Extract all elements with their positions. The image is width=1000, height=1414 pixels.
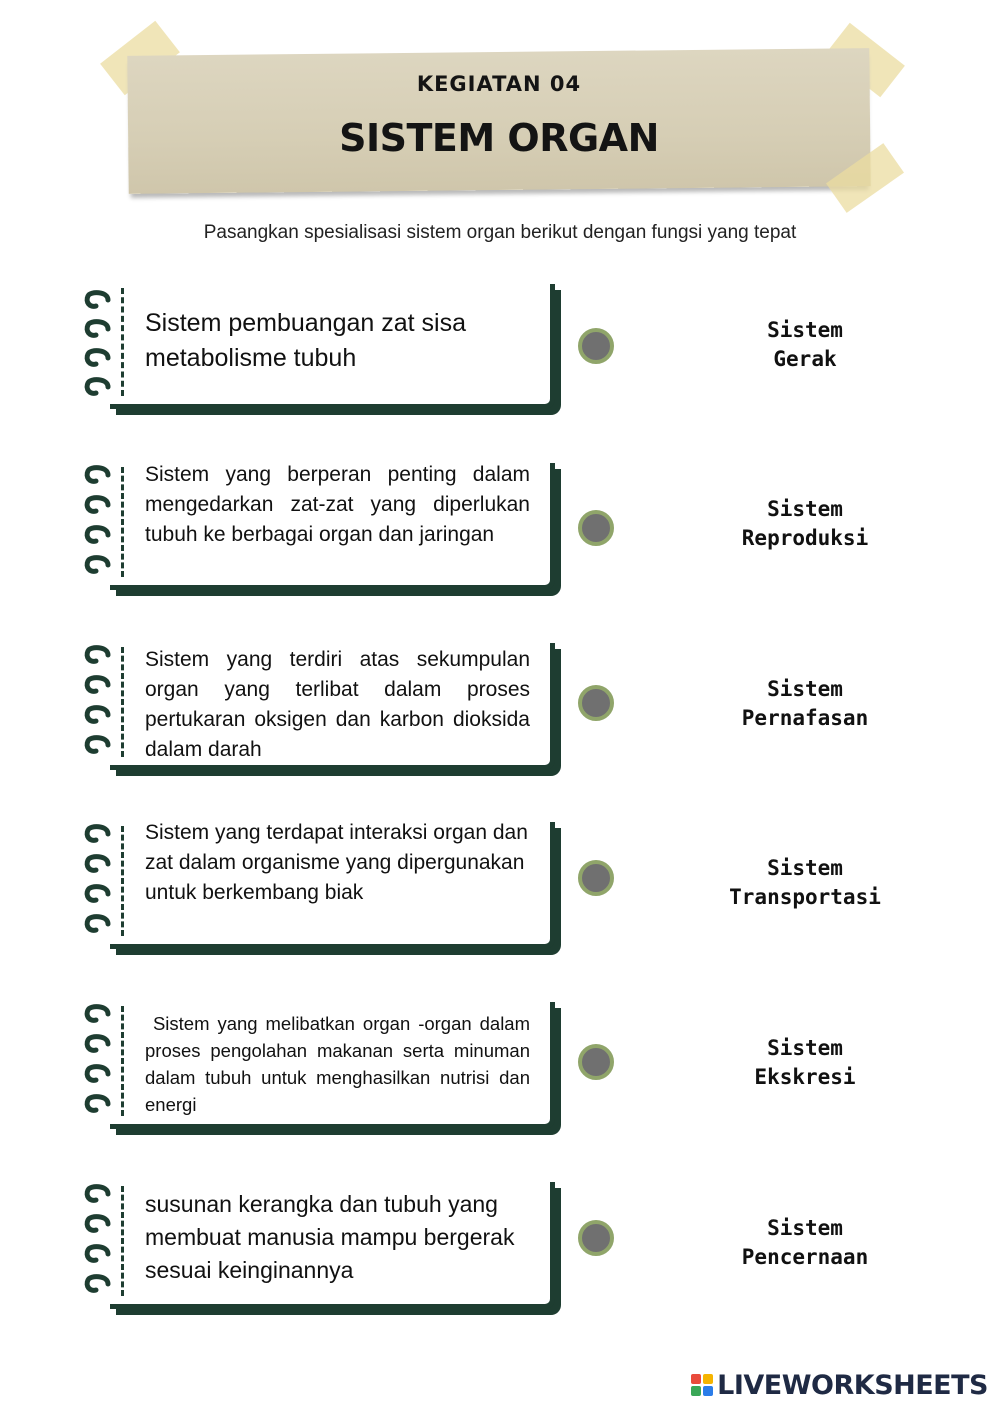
ring-icon [82, 1242, 112, 1266]
description-card [110, 463, 555, 590]
dashed-divider [121, 1186, 124, 1296]
match-dot[interactable] [578, 685, 614, 721]
dashed-divider [121, 288, 124, 396]
ring-icon [82, 1212, 112, 1236]
logo-square-icon [703, 1386, 713, 1396]
ring-icon [82, 317, 112, 341]
description-card [110, 1002, 555, 1129]
spiral-binding [82, 1002, 122, 1126]
ring-icon [82, 703, 112, 727]
ring-icon [82, 1092, 112, 1116]
activity-label: KEGIATAN 04 [416, 72, 582, 96]
ring-icon [82, 1002, 112, 1026]
liveworksheets-logo [691, 1368, 988, 1402]
ring-icon [82, 852, 112, 876]
ring-icon [82, 882, 112, 906]
spiral-binding [82, 463, 122, 587]
ring-icon [82, 553, 112, 577]
ring-icon [82, 375, 112, 399]
description-text: Sistem yang melibatkan organ -organ dalam proses pengolahan makanan serta minuman dalam tubuh untuk menghasilkan nutrisi dan energi [145, 1013, 536, 1115]
ring-icon [82, 822, 112, 846]
ring-icon [82, 523, 112, 547]
match-dot[interactable] [578, 860, 614, 896]
match-dot[interactable] [578, 328, 614, 364]
logo-text: LIVEWORKSHEETS [717, 1369, 988, 1401]
dashed-divider [121, 467, 124, 577]
dashed-divider [121, 647, 124, 757]
match-dot[interactable] [578, 510, 614, 546]
ring-icon [82, 1062, 112, 1086]
question-row [0, 643, 1000, 783]
description-card [110, 1182, 555, 1309]
ring-icon [82, 493, 112, 517]
ring-icon [82, 1032, 112, 1056]
description-text: Sistem pembuangan zat sisa metabolisme tubuh [145, 309, 467, 372]
ring-icon [82, 346, 112, 370]
ring-icon [82, 1182, 112, 1206]
dashed-divider [121, 826, 124, 936]
answer-label[interactable]: Sistem Reproduksi [741, 497, 869, 550]
ring-icon [82, 463, 112, 487]
question-row [0, 284, 1000, 424]
description-text: Sistem yang terdiri atas sekumpulan organ yang terlibat dalam proses pertukaran oksigen dan karbon dioksida dalam darah [145, 648, 530, 761]
spiral-binding [82, 822, 122, 946]
answer-label[interactable]: Sistem Pencernaan [741, 1216, 869, 1269]
answer-label[interactable]: Sistem Transportasi [729, 856, 881, 909]
instruction-text: Pasangkan spesialisasi sistem organ berikut dengan fungsi yang tepat [203, 222, 797, 243]
answer-label[interactable]: Sistem Ekskresi [754, 1036, 856, 1089]
dashed-divider [121, 1006, 124, 1116]
spiral-binding [82, 284, 122, 408]
header-banner [128, 52, 870, 190]
description-text: susunan kerangka dan tubuh yang membuat manusia mampu bergerak sesuai keinginannya [145, 1191, 515, 1283]
logo-square-icon [703, 1374, 713, 1384]
ring-icon [82, 912, 112, 936]
logo-mark-icon [691, 1374, 713, 1396]
description-text: Sistem yang berperan penting dalam mengedarkan zat-zat yang diperlukan tubuh ke berbagai organ dan jaringan [145, 463, 530, 546]
question-row [0, 1182, 1000, 1322]
ring-icon [82, 733, 112, 757]
match-dot[interactable] [578, 1220, 614, 1256]
page-title: SISTEM ORGAN [339, 116, 659, 160]
answer-label[interactable]: Sistem Pernafasan [741, 677, 869, 730]
question-row [0, 822, 1000, 962]
logo-square-icon [691, 1386, 701, 1396]
ring-icon [82, 673, 112, 697]
spiral-binding [82, 1182, 122, 1306]
ring-icon [82, 1272, 112, 1296]
description-text: Sistem yang terdapat interaksi organ dan zat dalam organisme yang dipergunakan untuk berkembang biak [145, 821, 528, 904]
ring-icon [82, 643, 112, 667]
question-row [0, 1002, 1000, 1142]
ring-icon [82, 288, 112, 312]
description-card [110, 822, 555, 949]
question-row [0, 463, 1000, 603]
spiral-binding [82, 643, 122, 767]
description-card [110, 643, 555, 770]
answer-label[interactable]: Sistem Gerak [767, 318, 843, 371]
logo-square-icon [691, 1374, 701, 1384]
match-dot[interactable] [578, 1044, 614, 1080]
description-card [110, 284, 555, 409]
